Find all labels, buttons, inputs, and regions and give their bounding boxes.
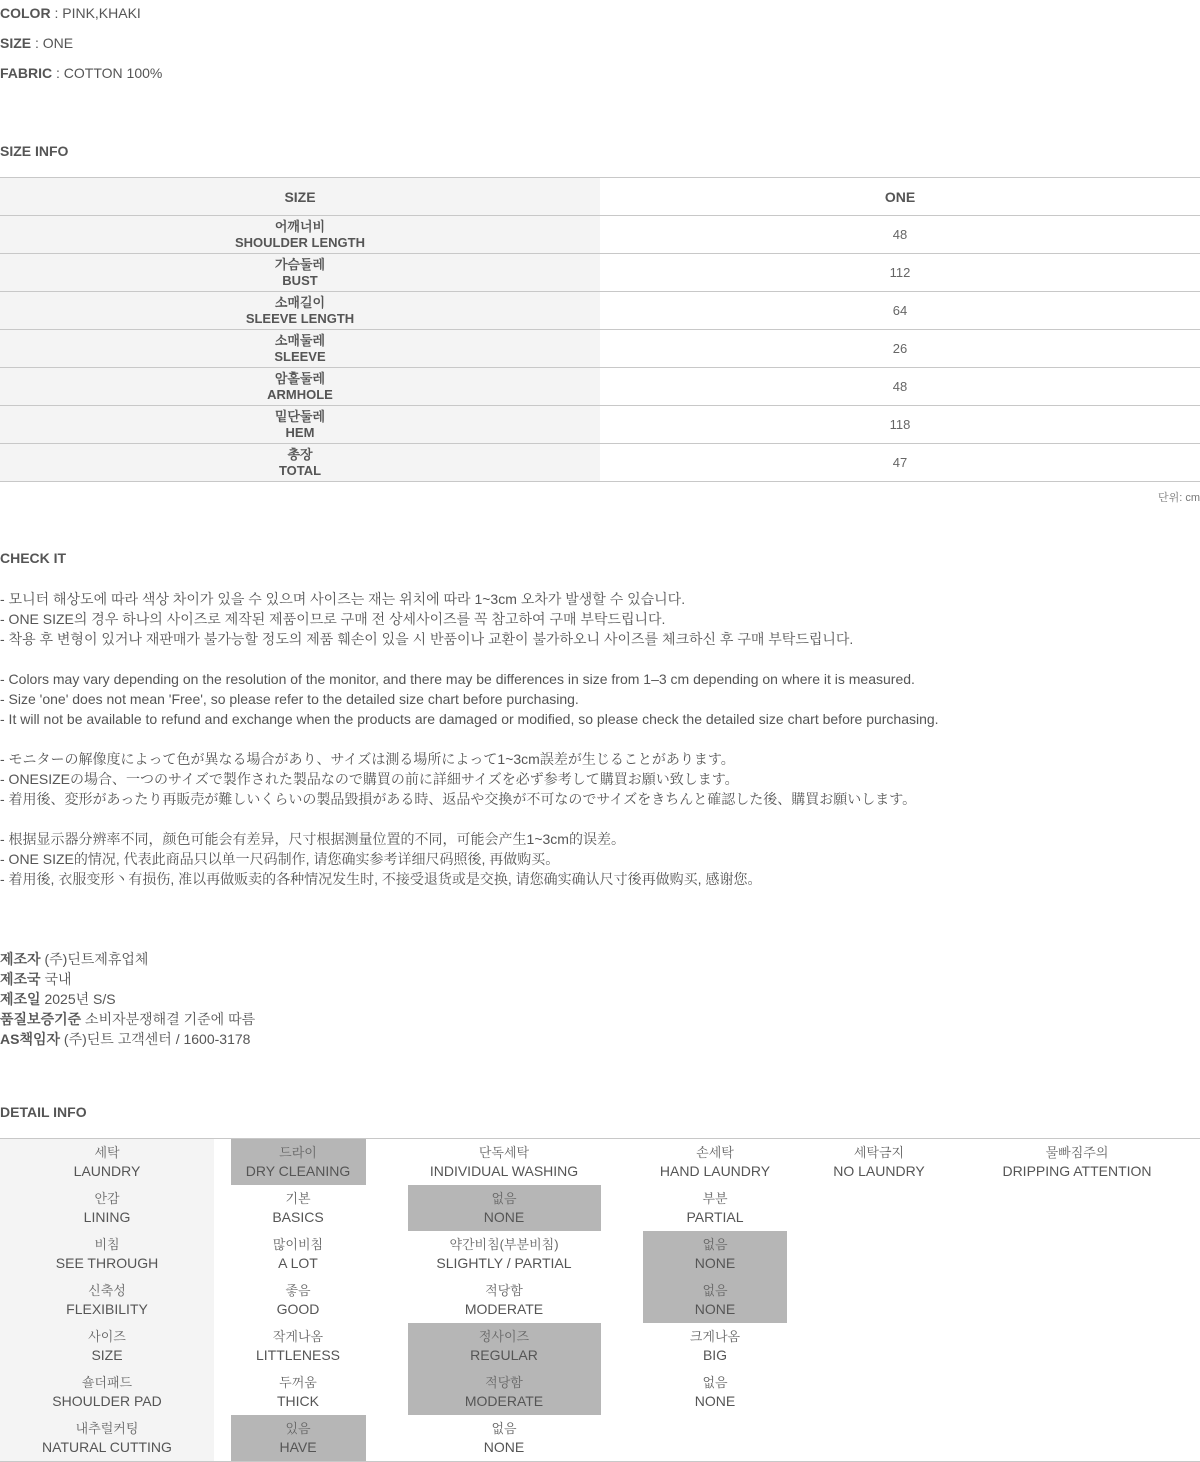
spec-label: FABRIC [0,65,53,81]
spec-value: : ONE [31,35,74,51]
detail-option [954,1369,1200,1415]
maker-info [0,949,1200,1049]
detail-option-ko: 부분 [702,1191,728,1206]
detail-option [954,1277,1200,1323]
detail-option-ko: 없음 [702,1237,728,1252]
maker-line [0,949,1200,969]
spec-label: COLOR [0,5,51,21]
detail-option-en: GOOD [276,1301,320,1317]
detail-option [954,1231,1200,1277]
detail-option-selected [382,1369,626,1415]
detail-table [0,1139,1200,1461]
detail-option-en: A LOT [278,1255,318,1271]
measure-label [0,216,600,254]
note-line: - ONE SIZE的情况, 代表此商品只以单一尺码制作, 请您确实参考详细尺码照後, 再做购买。 [0,851,560,867]
maker-label: 제조국 [0,971,41,987]
detail-label-ko: 안감 [94,1191,120,1206]
detail-option-ko: 좋음 [285,1283,311,1298]
detail-label-ko: 숄더패드 [81,1375,133,1390]
detail-option-ko: 적당함 [485,1283,523,1298]
measure-label [0,444,600,482]
detail-option-en: NONE [483,1439,525,1455]
detail-option-ko: 없음 [702,1283,728,1298]
table-row [0,444,1200,482]
detail-option [804,1369,954,1415]
detail-option-en: DRIPPING ATTENTION [1002,1163,1152,1179]
maker-value: (주)딘트제휴업체 [40,951,149,967]
detail-option-ko: 없음 [491,1191,517,1206]
detail-row-label [0,1277,214,1323]
detail-option [954,1185,1200,1231]
product-specs [0,0,1200,90]
measure-value: 48 [600,216,1200,254]
detail-option [214,1277,382,1323]
size-header-label: SIZE [0,178,600,216]
detail-option [214,1369,382,1415]
detail-label-ko: 신축성 [88,1283,126,1298]
detail-option [626,1185,804,1231]
maker-line [0,989,1200,1009]
table-row [0,368,1200,406]
detail-option-ko: 많이비침 [272,1237,324,1252]
detail-option [382,1415,626,1461]
detail-option-en: MODERATE [464,1301,544,1317]
table-row [0,1185,1200,1231]
detail-label-ko: 비침 [94,1237,120,1252]
maker-line [0,1029,1200,1049]
measure-ko: 소매길이 [274,294,326,310]
spec-label: SIZE [0,35,32,51]
detail-label-ko: 사이즈 [88,1329,126,1344]
detail-option [626,1139,804,1185]
measure-label [0,406,600,444]
detail-option [214,1231,382,1277]
detail-label-en: FLEXIBILITY [66,1301,148,1317]
note-line: - Colors may vary depending on the resolution of the monitor, and there may be differences in size from 1–3 cm depending on where it is measured. [0,671,915,687]
detail-option-ko: 물빠짐주의 [1045,1145,1109,1160]
measure-ko: 총장 [287,446,313,462]
detail-option-selected [382,1323,626,1369]
measure-ko: 어깨너비 [274,218,326,234]
detail-option-ko: 작게나옴 [272,1329,324,1344]
note-line: - 根据显示器分辨率不同，颜色可能会有差异，尺寸根据测量位置的不同，可能会产生1~3cm的误差。 [0,831,625,847]
detail-option-en: DRY CLEANING [245,1163,351,1179]
maker-line [0,1009,1200,1029]
detail-option-ko: 있음 [285,1421,311,1436]
detail-option [804,1231,954,1277]
detail-option [804,1323,954,1369]
check-it-title: CHECK IT [0,550,67,566]
detail-row-label [0,1369,214,1415]
measure-en: ARMHOLE [267,386,333,402]
measure-en: HEM [285,424,315,440]
measure-value: 47 [600,444,1200,482]
size-info-title: SIZE INFO [0,143,69,159]
size-table-header [0,178,1200,216]
measure-value: 26 [600,330,1200,368]
detail-option [954,1139,1200,1185]
detail-option-selected [626,1231,804,1277]
measure-en: TOTAL [278,462,322,478]
detail-option-en: NONE [694,1393,736,1409]
detail-label-ko: 내추럴커팅 [75,1421,139,1436]
detail-option-en: THICK [277,1393,319,1409]
maker-value: 소비자분쟁해결 기준에 따름 [81,1011,256,1027]
detail-row-label [0,1323,214,1369]
detail-option [804,1185,954,1231]
table-row [0,216,1200,254]
detail-option [214,1323,382,1369]
note-line: - 모니터 해상도에 따라 색상 차이가 있을 수 있으며 사이즈는 재는 위치에 따라 1~3cm 오차가 발생할 수 있습니다. [0,591,686,607]
note-line: - モニターの解像度によって色が異なる場合があり、サイズは測る場所によって1~3cm誤差が生じることがあります。 [0,751,735,767]
measure-value: 112 [600,254,1200,292]
measure-ko: 가슴둘레 [274,256,326,272]
table-row [0,254,1200,292]
check-it-notes [0,589,1200,889]
detail-row-label [0,1185,214,1231]
detail-option-selected [214,1415,382,1461]
measure-en: SLEEVE [274,348,326,364]
detail-option-en: HAVE [279,1439,317,1455]
maker-label: 제조일 [0,991,41,1007]
detail-option [804,1139,954,1185]
detail-option-ko: 정사이즈 [478,1329,530,1344]
detail-option-ko: 없음 [491,1421,517,1436]
detail-option-ko: 손세탁 [696,1145,734,1160]
measure-label [0,254,600,292]
detail-option-en: HAND LAUNDRY [659,1163,771,1179]
detail-option [954,1415,1200,1461]
spec-value: : COTTON 100% [52,65,163,81]
detail-option [804,1277,954,1323]
detail-option [382,1231,626,1277]
detail-row-label [0,1139,214,1185]
detail-label-en: SIZE [91,1347,123,1363]
table-row [0,1277,1200,1323]
measure-ko: 암홀둘레 [274,370,326,386]
measure-ko: 밑단둘레 [274,408,326,424]
detail-option-ko: 두꺼움 [279,1375,317,1390]
detail-option-selected [626,1277,804,1323]
unit-note: 단위: cm [1157,492,1200,504]
table-row [0,1323,1200,1369]
detail-option-ko: 드라이 [279,1145,317,1160]
detail-option-ko: 약간비침(부분비침) [449,1237,559,1252]
maker-label: AS책임자 [0,1031,61,1047]
detail-label-en: SHOULDER PAD [52,1393,162,1409]
detail-option-en: NO LAUNDRY [833,1163,925,1179]
measure-value: 64 [600,292,1200,330]
detail-label-ko: 세탁 [94,1145,120,1160]
spec-value: : PINK,KHAKI [50,5,141,21]
measure-en: SHOULDER LENGTH [235,234,365,250]
detail-option [214,1185,382,1231]
note-line: - ONE SIZE의 경우 하나의 사이즈로 제작된 제품이므로 구매 전 상세사이즈를 꼭 참고하여 구매 부탁드립니다. [0,611,666,627]
detail-option-en: PARTIAL [686,1209,744,1225]
detail-table-wrap [0,1138,1200,1462]
detail-option-ko: 기본 [285,1191,311,1206]
note-line: - 着用後, 衣服变形丶有损伤, 准以再做贩卖的各种情况发生时, 不接受退货或是交换, 请您确实确认尺寸後再做购买, 感谢您。 [0,871,762,887]
detail-option-ko: 없음 [702,1375,728,1390]
note-line: - Size 'one' does not mean 'Free', so please refer to the detailed size chart before purchasing. [0,691,579,707]
maker-label: 품질보증기준 [0,1011,82,1027]
table-row [0,1139,1200,1185]
detail-option-en: MODERATE [464,1393,544,1409]
spec-color [0,0,1200,30]
detail-option [382,1139,626,1185]
detail-option-ko: 단독세탁 [478,1145,530,1160]
detail-option-en: NONE [694,1255,736,1271]
detail-label-en: NATURAL CUTTING [42,1439,172,1455]
maker-value: 2025년 S/S [40,991,116,1007]
size-table-wrap [0,177,1200,482]
measure-label [0,368,600,406]
detail-option-en: INDIVIDUAL WASHING [429,1163,579,1179]
detail-option-en: BIG [702,1347,728,1363]
measure-value: 48 [600,368,1200,406]
measure-value: 118 [600,406,1200,444]
maker-line [0,969,1200,989]
detail-info-title: DETAIL INFO [0,1104,87,1120]
detail-option-en: NONE [483,1209,525,1225]
measure-en: BUST [282,272,318,288]
detail-label-en: LAUNDRY [73,1163,141,1179]
detail-option [626,1369,804,1415]
measure-ko: 소매둘레 [274,332,326,348]
detail-option [954,1323,1200,1369]
measure-label [0,292,600,330]
detail-option-ko: 세탁금지 [853,1145,905,1160]
size-table [0,178,1200,482]
detail-option [382,1277,626,1323]
detail-row-label [0,1231,214,1277]
detail-option-ko: 적당함 [485,1375,523,1390]
detail-label-en: SEE THROUGH [55,1255,159,1271]
detail-option-en: NONE [694,1301,736,1317]
detail-option-ko: 크게나옴 [689,1329,741,1344]
table-row [0,1369,1200,1415]
detail-option-selected [214,1139,382,1185]
note-line: - 着用後、変形があったり再販売が難しいくらいの製品毀損がある時、返品や交換が不可なのでサイズをきちんと確認した後、購買お願いします。 [0,791,917,807]
note-line: - ONESIZEの場合、一つのサイズで製作された製品なので購買の前に詳細サイズを必ず参考して購買お願い致します。 [0,771,739,787]
detail-option [804,1415,954,1461]
detail-option-en: BASICS [272,1209,324,1225]
note-line: - 착용 후 변형이 있거나 재판매가 불가능할 정도의 제품 훼손이 있을 시 반품이나 교환이 불가하오니 사이즈를 체크하신 후 구매 부탁드립니다. [0,631,854,647]
detail-option-en: REGULAR [470,1347,538,1363]
size-header-value: ONE [600,178,1200,216]
detail-option [626,1415,804,1461]
spec-size [0,30,1200,60]
detail-option-selected [382,1185,626,1231]
table-row [0,292,1200,330]
maker-value: (주)딘트 고객센터 / 1600-3178 [60,1031,251,1047]
maker-value: 국내 [40,971,72,987]
spec-fabric [0,60,1200,90]
detail-option [626,1323,804,1369]
note-line: - It will not be available to refund and exchange when the products are damaged or modified, so please check the detailed size chart before purchasing. [0,711,939,727]
measure-label [0,330,600,368]
detail-label-en: LINING [83,1209,131,1225]
detail-row-label [0,1415,214,1461]
table-row [0,406,1200,444]
table-row [0,1415,1200,1461]
detail-option-en: SLIGHTLY / PARTIAL [436,1255,572,1271]
detail-option-en: LITTLENESS [255,1347,341,1363]
measure-en: SLEEVE LENGTH [245,310,355,326]
table-row [0,1231,1200,1277]
table-row [0,330,1200,368]
maker-label: 제조자 [0,951,41,967]
